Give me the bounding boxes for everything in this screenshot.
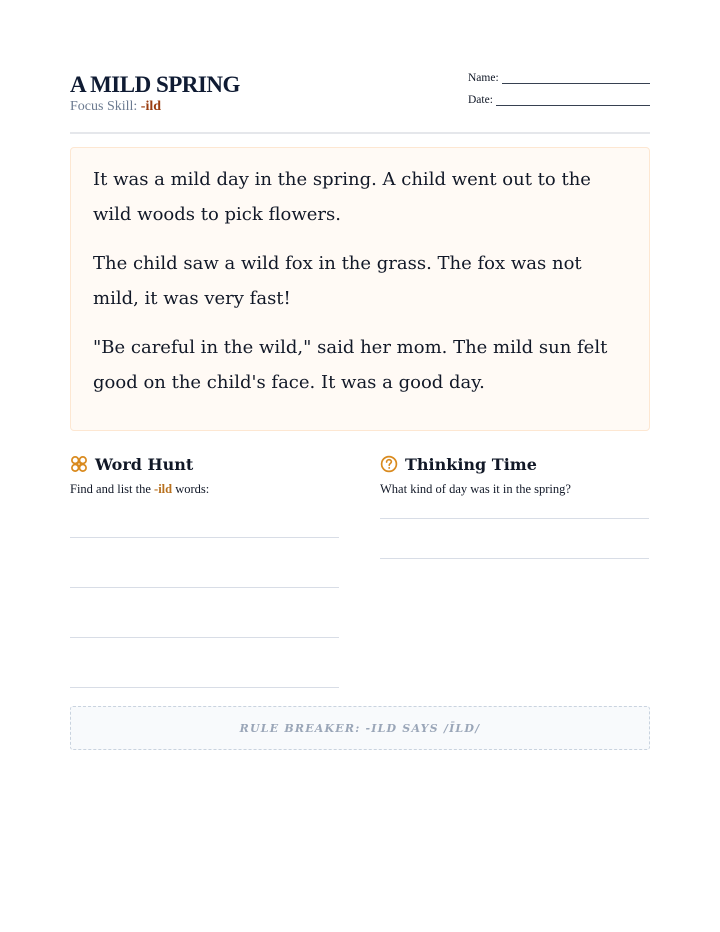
word-hunt-prompt-skill: -ild	[154, 482, 173, 496]
student-fields	[468, 70, 650, 114]
page-title: A MILD SPRING	[70, 72, 240, 97]
thinking-time-header	[380, 452, 649, 476]
word-hunt-prompt-end: words:	[175, 482, 210, 496]
rule-breaker-text: RULE BREAKER: -ILD SAYS /ĪLD/	[239, 721, 481, 735]
question-circle-icon	[380, 455, 398, 473]
worksheet-header	[70, 70, 650, 134]
answer-line[interactable]	[70, 497, 339, 538]
answer-line[interactable]	[70, 538, 339, 588]
word-hunt-section	[70, 452, 339, 688]
focus-skill-value: -ild	[140, 99, 162, 114]
thinking-time-section	[380, 452, 649, 559]
answer-line[interactable]	[380, 497, 649, 519]
story-paragraph: The child saw a wild fox in the grass. The fox was not mild, it was very fast!	[93, 253, 582, 309]
story-paragraph: It was a mild day in the spring. A child went out to the wild woods to pick flowers.	[93, 169, 591, 225]
name-write-line[interactable]	[502, 73, 650, 84]
word-hunt-prompt	[70, 482, 339, 497]
date-write-line[interactable]	[496, 95, 650, 106]
name-field	[468, 70, 650, 84]
thinking-time-title: Thinking Time	[405, 454, 537, 474]
word-hunt-title: Word Hunt	[95, 454, 194, 474]
name-label: Name:	[468, 72, 499, 84]
answer-line[interactable]	[70, 588, 339, 638]
answer-line[interactable]	[70, 638, 339, 688]
focus-skill-line	[70, 99, 161, 115]
thinking-time-prompt: What kind of day was it in the spring?	[380, 482, 571, 496]
word-hunt-header	[70, 452, 339, 476]
rule-breaker-box	[70, 706, 650, 750]
flower-icon	[70, 455, 88, 473]
word-hunt-prompt-start: Find and list the	[70, 482, 151, 496]
date-label: Date:	[468, 94, 493, 106]
story-box	[70, 147, 650, 431]
story-paragraph: "Be careful in the wild," said her mom. The mild sun felt good on the child's face. It was a good day.	[93, 337, 608, 393]
answer-line[interactable]	[380, 519, 649, 559]
date-field	[468, 92, 650, 106]
focus-skill-label: Focus Skill:	[70, 99, 138, 114]
